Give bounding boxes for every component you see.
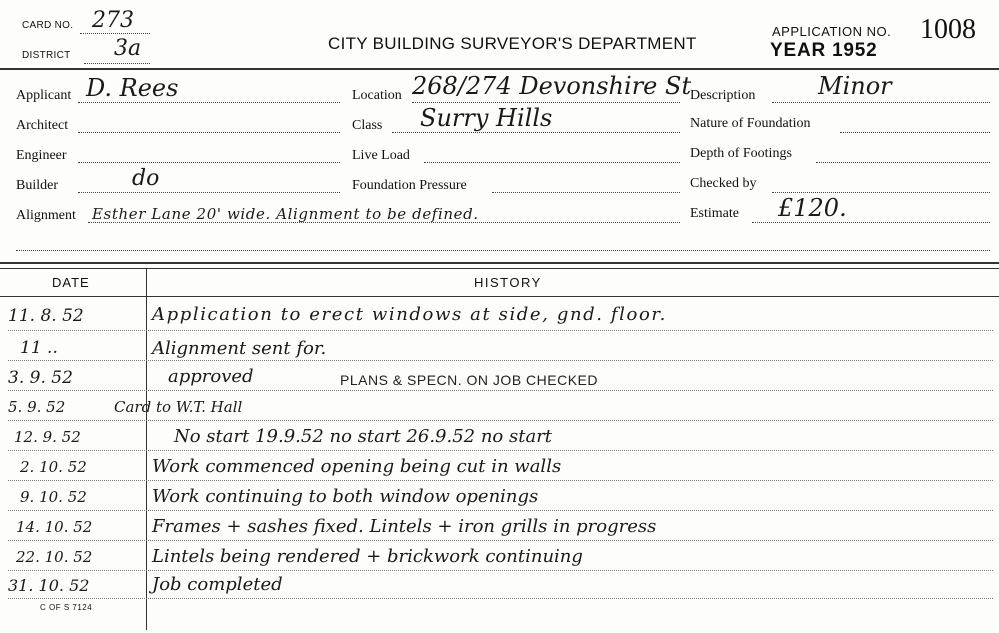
depth-of-footings-label: Depth of Footings: [690, 146, 792, 161]
card-no-label: CARD NO.: [22, 20, 74, 31]
builder-label: Builder: [16, 178, 58, 193]
applicant-label: Applicant: [16, 88, 72, 103]
history-row-text: Work commenced opening being cut in walls: [152, 456, 562, 477]
history-row-text: Alignment sent for.: [152, 338, 327, 359]
engineer-label: Engineer: [16, 148, 67, 163]
history-row-text: No start 19.9.52 no start 26.9.52 no start: [174, 426, 553, 447]
year-label: YEAR 1952: [770, 40, 878, 61]
district-line: [84, 63, 150, 64]
approval-stamp: PLANS & SPECN. ON JOB CHECKED: [340, 372, 599, 388]
location-value: 268/274 Devonshire St: [412, 72, 692, 100]
history-row-text: Application to erect windows at side, gnd. floor.: [152, 304, 667, 325]
alignment-label: Alignment: [16, 208, 76, 223]
history-row-date: 9. 10. 52: [20, 488, 87, 506]
description-value: Minor: [818, 72, 892, 100]
header-rule: [0, 68, 999, 70]
card-no-line: [80, 33, 150, 34]
history-row-text: Work continuing to both window openings: [152, 486, 539, 507]
alignment-value: Esther Lane 20' wide. Alignment to be defined.: [92, 205, 479, 223]
estimate-value: £120.: [778, 194, 847, 222]
history-row-date: 5. 9. 52: [8, 398, 66, 416]
description-label: Description: [690, 88, 756, 103]
card-no-value: 273: [92, 8, 134, 33]
district-label: DISTRICT: [22, 50, 71, 61]
history-row-date: 2. 10. 52: [20, 458, 87, 476]
architect-label: Architect: [16, 118, 69, 133]
foundation-pressure-label: Foundation Pressure: [352, 178, 467, 193]
class-label: Class: [352, 118, 383, 133]
history-column-header: HISTORY: [474, 275, 542, 290]
history-top-rule-2: [0, 268, 999, 269]
application-no-value: 1008: [920, 14, 976, 45]
history-header-rule: [0, 296, 999, 297]
history-row-date: 22. 10. 52: [16, 548, 93, 566]
history-row-text: approved: [168, 366, 254, 387]
history-row-date: 11. 8. 52: [8, 306, 84, 326]
checked-by-label: Checked by: [690, 176, 757, 191]
builder-value: do: [132, 166, 160, 191]
history-row-date: 14. 10. 52: [16, 518, 93, 536]
history-row-text: Card to W.T. Hall: [114, 398, 243, 416]
history-row-date: 31. 10. 52: [8, 576, 90, 595]
history-row-text: Frames + sashes fixed. Lintels + iron grills in progress: [152, 516, 657, 537]
history-row-date: 11 ..: [20, 338, 58, 358]
history-row-date: 12. 9. 52: [14, 428, 81, 446]
history-row-text: Job completed: [152, 574, 283, 595]
date-column-divider: [146, 268, 147, 630]
history-row-date: 3. 9. 52: [8, 368, 73, 388]
district-value: 3a: [114, 36, 142, 61]
history-top-rule: [0, 262, 999, 264]
nature-of-foundation-label: Nature of Foundation: [690, 116, 811, 131]
department-title: CITY BUILDING SURVEYOR'S DEPARTMENT: [328, 34, 697, 53]
applicant-value: D. Rees: [86, 74, 179, 102]
date-column-header: DATE: [52, 275, 90, 290]
history-row-text: Lintels being rendered + brickwork continuing: [152, 546, 583, 567]
location-label: Location: [352, 88, 402, 103]
live-load-label: Live Load: [352, 148, 410, 163]
form-code: C OF S 7124: [40, 603, 93, 612]
application-no-label: APPLICATION NO.: [772, 24, 892, 39]
class-value: Surry Hills: [420, 104, 553, 132]
estimate-label: Estimate: [690, 206, 739, 221]
